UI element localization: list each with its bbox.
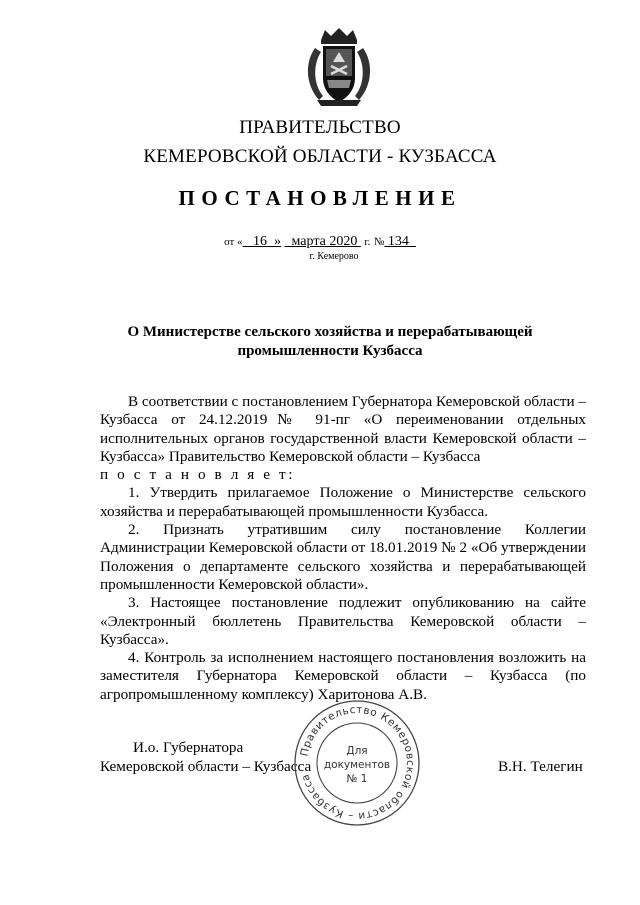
decree-title-line2: промышленности Кузбасса — [237, 343, 423, 359]
coat-of-arms-emblem — [301, 26, 377, 110]
stamp-center-line2: документов — [323, 759, 391, 771]
issue-city: г. Кемерово — [309, 251, 359, 262]
body-resolves: п о с т а н о в л я е т: — [100, 466, 296, 484]
body-preamble: В соответствии с постановлением Губернатора Кемеровской области – Кузбасса от 24.12.2019№ 91-пг «О переименовании отдельных исполнительных органов государственной власти Кемеровской области – Кузбасса» Правительство Кемеровской области – Кузбасса — [100, 393, 586, 465]
body-item-2: 2. Признать утратившим силу постановление Коллегии Администрации Кемеровской области от 18.01.2019 № 2 «Об утверждении Положения о департаменте сельского хозяйства и перерабатывающей промышленности Кемеровской области». — [100, 521, 586, 593]
date-day-close: » — [274, 234, 282, 249]
date-year-suffix: г. — [364, 236, 371, 248]
stamp-center-line3: № 1 — [346, 773, 368, 785]
decree-body — [100, 393, 586, 704]
number-label: № — [373, 236, 385, 248]
date-month-year: марта 2020 — [291, 234, 358, 249]
date-day: 16 — [253, 234, 268, 249]
document-number: 134 — [387, 234, 409, 249]
government-name-line2: КЕМЕРОВСКОЙ ОБЛАСТИ - КУЗБАССА — [143, 146, 497, 167]
decree-title — [100, 323, 560, 361]
body-item-4: 4. Контроль за исполнением настоящего постановления возложить на заместителя Губернатора Кемеровской области – Кузбасса (по агропромышленному комплексу) Харитонова А.В. — [100, 649, 586, 703]
signatory-position-line1: И.о. Губернатора — [133, 739, 244, 756]
document-type-heading: ПОСТАНОВЛЕНИЕ — [178, 186, 462, 210]
stamp-ring-text: Правительство Кемеровской области – Кузбасса — [298, 703, 417, 823]
signatory-position-line2: Кемеровской области – Кузбасса — [100, 758, 312, 775]
stamp-center-line1: Для — [346, 745, 368, 757]
government-name-line1: ПРАВИТЕЛЬСТВО — [239, 117, 401, 138]
body-item-1: 1. Утвердить прилагаемое Положение о Министерстве сельского хозяйства и перерабатывающей промышленности Кузбасса. — [100, 484, 586, 520]
official-stamp — [292, 698, 422, 828]
date-prefix: от « — [224, 236, 243, 248]
decree-title-line1: О Министерстве сельского хозяйства и перерабатывающей — [127, 324, 533, 340]
body-item-3: 3. Настоящее постановление подлежит опубликованию на сайте «Электронный бюллетень Правительства Кемеровской области – Кузбасса». — [100, 594, 586, 648]
date-and-number-line — [0, 234, 640, 250]
signatory-name: В.Н. Телегин — [498, 758, 583, 775]
